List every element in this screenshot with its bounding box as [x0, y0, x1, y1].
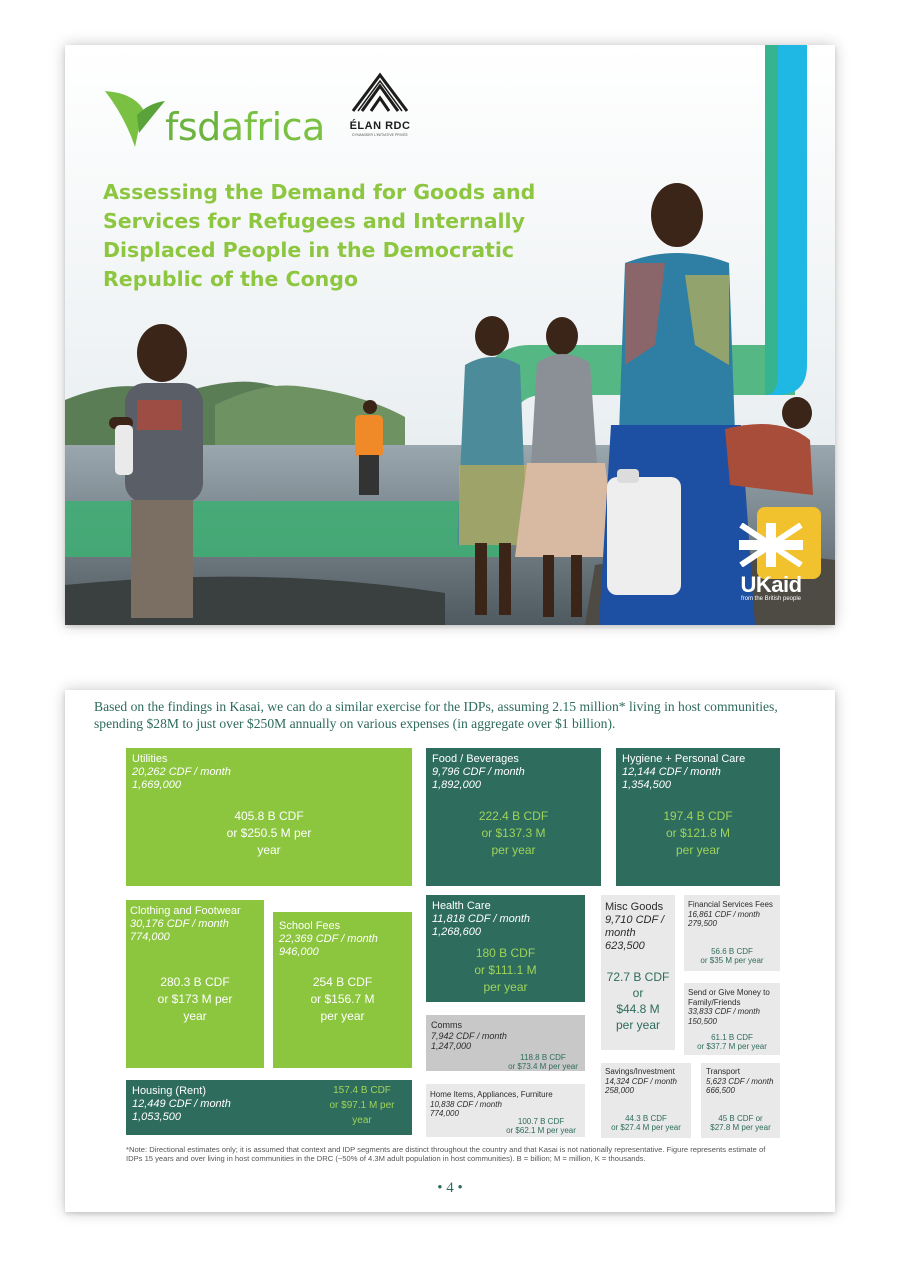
tile-school-fees: [273, 912, 412, 1068]
tile-name: Financial Services Fees: [688, 900, 773, 909]
tile-aggregate: 61.1 B CDF: [711, 1033, 753, 1042]
tile-name: Health Care: [432, 900, 491, 912]
tile-name: Comms: [431, 1020, 462, 1030]
tile-rate: 20,262 CDF / month: [132, 766, 231, 778]
tile-comms: [426, 1015, 585, 1071]
tile-aggregate: year: [352, 1115, 372, 1126]
tile-rate: 22,369 CDF / month: [279, 933, 378, 945]
tile-count: 1,268,600: [432, 926, 481, 938]
tile-aggregate: 72.7 B CDF: [606, 970, 670, 984]
tile-health-care: [426, 895, 585, 1002]
tile-misc-goods: [601, 895, 675, 1050]
tile-rate: 33,833 CDF / month: [688, 1007, 760, 1016]
tile-rate: 30,176 CDF / month: [130, 918, 229, 930]
tile-count: 774,000: [430, 1109, 459, 1118]
tile-rate: 7,942 CDF / month: [431, 1030, 507, 1041]
tile-name: Hygiene + Personal Care: [622, 753, 746, 765]
tile-housing: [126, 1080, 412, 1135]
tile-name: Housing (Rent): [132, 1085, 206, 1097]
tile-name: School Fees: [279, 920, 341, 932]
tile-count: 279,500: [688, 919, 717, 928]
fsdafrica-leaf-icon: [103, 87, 165, 151]
tile-rate: 14,324 CDF / month: [605, 1076, 677, 1086]
tile-count: 946,000: [279, 946, 319, 958]
tile-count: 1,053,500: [132, 1111, 181, 1123]
tile-aggregate: 100.7 B CDF: [517, 1117, 565, 1126]
tile-aggregate: $44.8 M: [616, 1002, 660, 1016]
tile-name: Savings/Investment: [605, 1067, 675, 1076]
tile-aggregate: per year: [615, 1018, 661, 1032]
tile-aggregate: 180 B CDF: [475, 946, 536, 960]
union-flag-icon: [739, 523, 803, 567]
report-title: Assessing the Demand for Goods and Services for Refugees and Internally Displaced People in the Democratic Republic of the Congo: [103, 180, 536, 291]
tile-food-beverages: [426, 748, 601, 886]
tile-aggregate: or $37.7 M per year: [697, 1042, 767, 1051]
tile-aggregate: 56.6 B CDF: [711, 947, 753, 956]
tile-hygiene: [616, 748, 780, 886]
slide-page: [65, 690, 835, 1212]
tile-name: Utilities: [132, 753, 168, 765]
tile-aggregate: 157.4 B CDF: [333, 1085, 391, 1096]
tile-utilities: [126, 748, 412, 886]
tile-aggregate: per year: [491, 843, 536, 857]
elan-rdc-tagline: DYNAMISER L'INITIATIVE PRIVÉE: [352, 133, 408, 137]
tile-count: 1,669,000: [132, 779, 181, 791]
tile-rate: 11,818 CDF / month: [432, 913, 531, 925]
tile-aggregate: or $156.7 M: [310, 992, 375, 1006]
fsdafrica-wordmark: [165, 105, 325, 149]
ukaid-wordmark: UKaid: [740, 572, 802, 597]
page-number: • 4 •: [437, 1180, 463, 1196]
tile-aggregate: 197.4 B CDF: [663, 809, 733, 823]
tile-rate: 12,449 CDF / month: [132, 1098, 231, 1110]
tile-count: 258,000: [605, 1086, 634, 1095]
tile-aggregate: or $250.5 M per: [226, 826, 312, 840]
tile-send-money: [684, 983, 780, 1055]
elan-rdc-name: ÉLAN RDC: [349, 120, 411, 132]
tile-aggregate: or $111.1 M: [474, 963, 537, 977]
ukaid-tagline: from the British people: [740, 596, 802, 602]
tile-aggregate: or $73.4 M per year: [508, 1062, 578, 1071]
tile-name: Transport: [706, 1067, 740, 1076]
tile-rate: 16,861 CDF / month: [688, 909, 760, 919]
tile-rate: 12,144 CDF / month: [622, 766, 721, 778]
tile-aggregate: 405.8 B CDF: [234, 809, 304, 823]
tile-aggregate: 44.3 B CDF: [625, 1114, 667, 1123]
tile-aggregate: 280.3 B CDF: [160, 975, 230, 989]
tile-rate: 9,710 CDF / month: [605, 914, 665, 939]
tile-count: 1,892,000: [432, 779, 481, 791]
tile-savings: [601, 1063, 691, 1138]
tile-name: Misc Goods: [605, 901, 664, 913]
tile-aggregate: or: [632, 986, 644, 1000]
tile-count: 774,000: [130, 931, 170, 943]
cover-page: [65, 45, 835, 625]
intro-text: Based on the findings in Kasai, we can do a similar exercise for the IDPs, assuming 2.15 million* living in host communities, spending $28M to just over $250M annually on various expenses (in aggregate over $1 billion).: [94, 699, 778, 731]
tile-count: 623,500: [605, 940, 645, 952]
tile-name: Send or Give Money to Family/Friends: [688, 988, 770, 1007]
tile-name: Clothing and Footwear: [130, 905, 241, 917]
ukaid-logo: [733, 523, 809, 603]
tile-count: 1,247,000: [431, 1041, 472, 1051]
tile-aggregate: or $137.3 M: [481, 826, 546, 840]
tile-aggregate: year: [183, 1009, 207, 1023]
tile-rate: 5,623 CDF / month: [706, 1076, 774, 1086]
tile-aggregate: 254 B CDF: [312, 975, 373, 989]
tile-name: Food / Beverages: [432, 753, 519, 765]
elan-rdc-logo: [348, 71, 412, 137]
elan-chevron-icon: [349, 71, 411, 113]
tile-aggregate: per year: [483, 980, 528, 994]
tile-aggregate: or $97.1 M per: [329, 1100, 395, 1111]
tile-home-items: [426, 1084, 585, 1137]
fsd-text: fsd: [165, 105, 221, 149]
tile-aggregate: per year: [320, 1009, 365, 1023]
tile-aggregate: or $62.1 M per year: [506, 1126, 576, 1135]
tile-rate: 10,838 CDF / month: [430, 1099, 502, 1109]
tile-aggregate: per year: [675, 843, 721, 857]
tile-financial-services: [684, 895, 780, 971]
tile-aggregate: or $173 M per: [157, 992, 233, 1006]
tile-aggregate: $27.8 M per year: [710, 1123, 771, 1132]
tile-aggregate: or $121.8 M: [665, 826, 731, 840]
tile-clothing-footwear: [126, 900, 264, 1068]
tile-aggregate: 118.8 B CDF: [520, 1053, 566, 1062]
tile-name: Home Items, Appliances, Furniture: [430, 1090, 553, 1099]
tile-aggregate: year: [257, 843, 281, 857]
tile-count: 1,354,500: [622, 779, 671, 791]
tile-count: 150,500: [688, 1016, 717, 1026]
tile-aggregate: or $35 M per year: [700, 956, 764, 965]
tile-rate: 9,796 CDF / month: [432, 766, 525, 778]
tile-aggregate: 45 B CDF or: [718, 1114, 763, 1123]
africa-text: africa: [220, 105, 325, 149]
footnote: *Note: Directional estimates only; it is assumed that context and IDP segments are distinct throughout the country and that Kasai is not nationally representative. Figure represents estimate of IDPs 15 years and over living in host communities in the DRC (~50% of 4.3M adult population in host communities). B = billion; M = million, K = thousands.: [126, 1145, 766, 1163]
tile-aggregate: 222.4 B CDF: [478, 809, 549, 823]
tile-count: 666,500: [706, 1086, 735, 1095]
tile-aggregate: or $27.4 M per year: [611, 1123, 681, 1132]
tile-transport: [701, 1063, 780, 1138]
